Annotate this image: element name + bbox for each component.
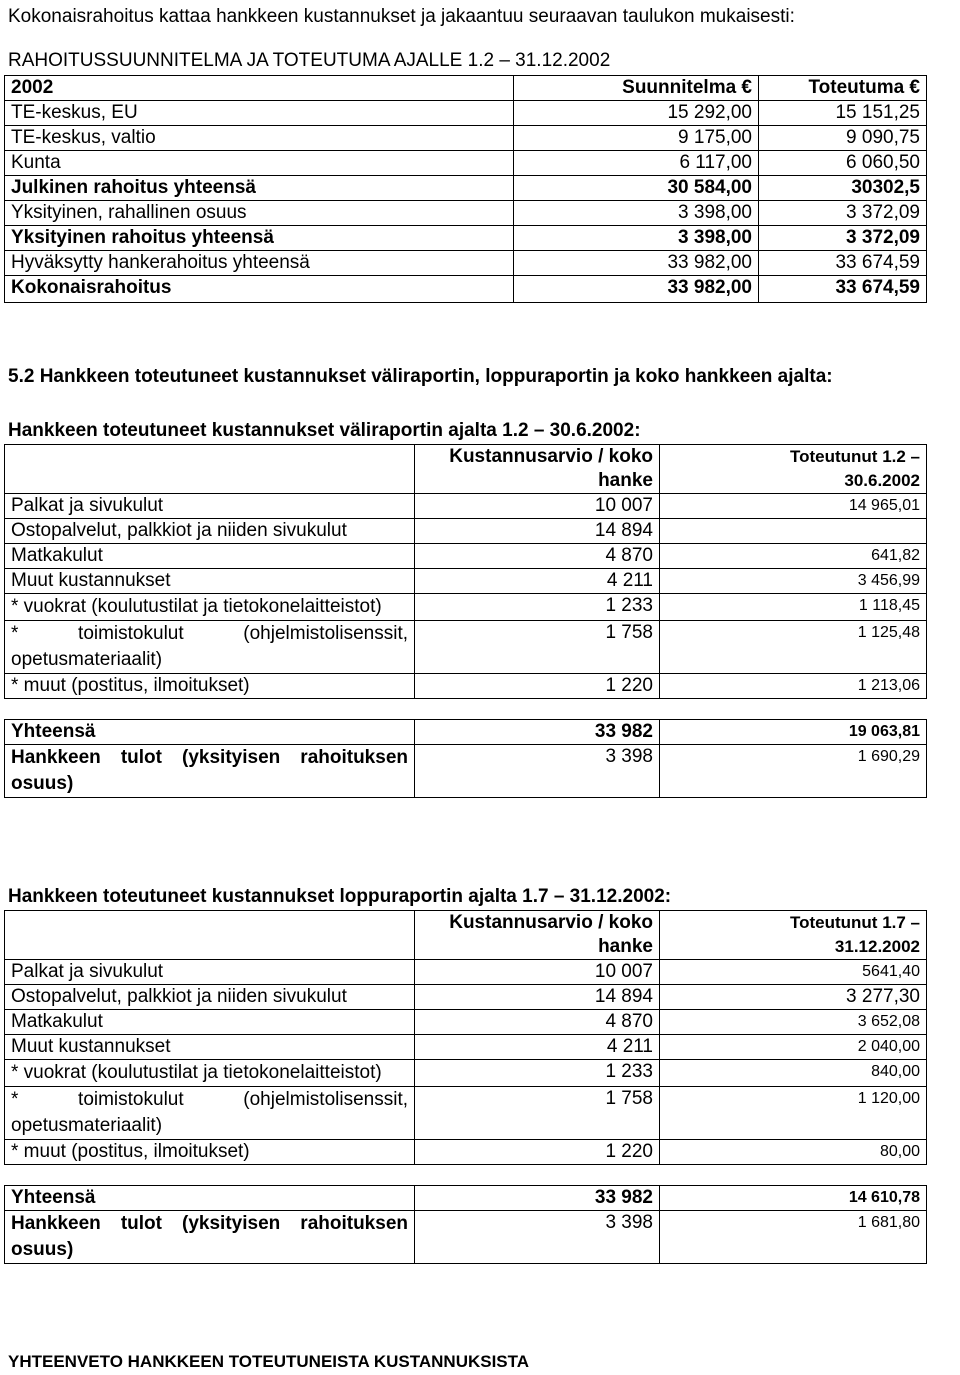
- funding-row: [5, 176, 927, 201]
- funding-plan: 3 398,00: [514, 201, 759, 226]
- interim-total-row: [5, 720, 927, 745]
- final-label: * toimistokulut (ohjelmistolisenssit, opetusmateriaalit): [5, 1087, 415, 1140]
- interim-estimate: 1 220: [415, 674, 660, 699]
- funding-header-plan: Suunnitelma €: [514, 76, 759, 101]
- funding-label: Kokonaisrahoitus: [5, 276, 514, 303]
- final-row: [5, 1035, 927, 1060]
- interim-row: [5, 544, 927, 569]
- final-row: [5, 1140, 927, 1165]
- final-cost-table: [4, 910, 927, 1264]
- interim-actual: 1 213,06: [660, 674, 927, 699]
- interim-income-actual: 1 690,29: [660, 745, 927, 798]
- interim-total-estimate: 33 982: [415, 720, 660, 745]
- funding-plan: 33 982,00: [514, 276, 759, 303]
- funding-label: Yksityinen, rahallinen osuus: [5, 201, 514, 226]
- final-actual: 3 277,30: [660, 985, 927, 1010]
- final-label: Matkakulut: [5, 1010, 415, 1035]
- funding-row: [5, 101, 927, 126]
- interim-header-actual: [660, 445, 927, 494]
- final-spacer-row: [5, 1165, 927, 1186]
- interim-row: [5, 569, 927, 594]
- funding-row: [5, 276, 927, 303]
- funding-plan: 30 584,00: [514, 176, 759, 201]
- final-total-estimate: 33 982: [415, 1186, 660, 1211]
- interim-total-actual: 19 063,81: [660, 720, 927, 745]
- final-income-actual: 1 681,80: [660, 1211, 927, 1264]
- summary-heading: YHTEENVETO HANKKEEN TOTEUTUNEISTA KUSTANNUKSISTA: [8, 1352, 530, 1371]
- interim-label: * toimistokulut (ohjelmistolisenssit, opetusmateriaalit): [5, 621, 415, 674]
- final-estimate: 1 220: [415, 1140, 660, 1165]
- final-income-estimate: 3 398: [415, 1211, 660, 1264]
- interim-row: [5, 594, 927, 621]
- interim-label: Palkat ja sivukulut: [5, 494, 415, 519]
- final-actual: 3 652,08: [660, 1010, 927, 1035]
- interim-cost-table: [4, 444, 927, 798]
- final-header-actual: [660, 911, 927, 960]
- funding-label: TE-keskus, EU: [5, 101, 514, 126]
- funding-actual: 6 060,50: [759, 151, 927, 176]
- interim-heading: Hankkeen toteutuneet kustannukset väliraportin ajalta 1.2 – 30.6.2002:: [8, 420, 641, 441]
- interim-row: [5, 494, 927, 519]
- interim-actual: 641,82: [660, 544, 927, 569]
- funding-plan: 6 117,00: [514, 151, 759, 176]
- interim-total-label: Yhteensä: [5, 720, 415, 745]
- final-row: [5, 1010, 927, 1035]
- final-header-estimate: Kustannusarvio / koko hanke: [415, 911, 660, 960]
- interim-label: * vuokrat (koulutustilat ja tietokonelaitteistot): [5, 594, 415, 621]
- funding-header-year: 2002: [5, 76, 514, 101]
- final-actual: 840,00: [660, 1060, 927, 1087]
- interim-estimate: 4 870: [415, 544, 660, 569]
- final-heading: Hankkeen toteutuneet kustannukset loppuraportin ajalta 1.7 – 31.12.2002:: [8, 886, 672, 907]
- section-title: 5.2 Hankkeen toteutuneet kustannukset väliraportin, loppuraportin ja koko hankkeen ajalta:: [8, 366, 833, 387]
- interim-income-row: [5, 745, 927, 798]
- final-estimate: 10 007: [415, 960, 660, 985]
- interim-income-estimate: 3 398: [415, 745, 660, 798]
- final-header-row: [5, 911, 927, 960]
- interim-estimate: 14 894: [415, 519, 660, 544]
- interim-income-label: Hankkeen tulot (yksityisen rahoituksen osuus): [5, 745, 415, 798]
- final-total-row: [5, 1186, 927, 1211]
- final-row: [5, 1060, 927, 1087]
- funding-label: Julkinen rahoitus yhteensä: [5, 176, 514, 201]
- final-actual: 2 040,00: [660, 1035, 927, 1060]
- final-label: Ostopalvelut, palkkiot ja niiden sivukulut: [5, 985, 415, 1010]
- interim-header-actual-text: Toteutunut 1.2 – 30.6.2002: [789, 447, 920, 490]
- funding-actual: 15 151,25: [759, 101, 927, 126]
- final-label: Muut kustannukset: [5, 1035, 415, 1060]
- interim-spacer-row: [5, 699, 927, 720]
- final-total-actual: 14 610,78: [660, 1186, 927, 1211]
- final-header-actual-text: Toteutunut 1.7 – 31.12.2002: [789, 913, 920, 956]
- funding-plan: 9 175,00: [514, 126, 759, 151]
- final-actual: 1 120,00: [660, 1087, 927, 1140]
- interim-actual: 1 125,48: [660, 621, 927, 674]
- funding-plan: 3 398,00: [514, 226, 759, 251]
- interim-estimate: 1 233: [415, 594, 660, 621]
- interim-label: Ostopalvelut, palkkiot ja niiden sivukulut: [5, 519, 415, 544]
- interim-label: Muut kustannukset: [5, 569, 415, 594]
- funding-actual: 3 372,09: [759, 201, 927, 226]
- final-row: [5, 1087, 927, 1140]
- interim-estimate: 4 211: [415, 569, 660, 594]
- interim-row: [5, 621, 927, 674]
- intro-text: Kokonaisrahoitus kattaa hankkeen kustannukset ja jakaantuu seuraavan taulukon mukaisesti:: [8, 6, 795, 27]
- final-estimate: 14 894: [415, 985, 660, 1010]
- funding-actual: 30302,5: [759, 176, 927, 201]
- final-income-row: [5, 1211, 927, 1264]
- funding-header-actual: Toteutuma €: [759, 76, 927, 101]
- plan-heading: RAHOITUSSUUNNITELMA JA TOTEUTUMA AJALLE 1.2 – 31.12.2002: [8, 50, 611, 71]
- final-actual: 5641,40: [660, 960, 927, 985]
- interim-row: [5, 674, 927, 699]
- funding-plan: 15 292,00: [514, 101, 759, 126]
- funding-actual: 33 674,59: [759, 276, 927, 303]
- funding-row: [5, 126, 927, 151]
- final-estimate: 4 870: [415, 1010, 660, 1035]
- final-total-label: Yhteensä: [5, 1186, 415, 1211]
- funding-row: [5, 251, 927, 276]
- funding-header-row: [5, 76, 927, 101]
- interim-label: Matkakulut: [5, 544, 415, 569]
- funding-actual: 3 372,09: [759, 226, 927, 251]
- final-label: Palkat ja sivukulut: [5, 960, 415, 985]
- funding-label: Hyväksytty hankerahoitus yhteensä: [5, 251, 514, 276]
- interim-header-estimate: Kustannusarvio / koko hanke: [415, 445, 660, 494]
- final-row: [5, 960, 927, 985]
- interim-actual: 1 118,45: [660, 594, 927, 621]
- final-income-label: Hankkeen tulot (yksityisen rahoituksen osuus): [5, 1211, 415, 1264]
- final-estimate: 1 233: [415, 1060, 660, 1087]
- interim-actual: [660, 519, 927, 544]
- interim-header-row: [5, 445, 927, 494]
- funding-label: Yksityinen rahoitus yhteensä: [5, 226, 514, 251]
- funding-label: TE-keskus, valtio: [5, 126, 514, 151]
- interim-row: [5, 519, 927, 544]
- final-label: * muut (postitus, ilmoitukset): [5, 1140, 415, 1165]
- final-estimate: 1 758: [415, 1087, 660, 1140]
- interim-actual: 3 456,99: [660, 569, 927, 594]
- interim-estimate: 10 007: [415, 494, 660, 519]
- funding-row: [5, 201, 927, 226]
- final-label: * vuokrat (koulutustilat ja tietokonelaitteistot): [5, 1060, 415, 1087]
- funding-row: [5, 226, 927, 251]
- funding-actual: 9 090,75: [759, 126, 927, 151]
- final-row: [5, 985, 927, 1010]
- interim-estimate: 1 758: [415, 621, 660, 674]
- funding-plan: 33 982,00: [514, 251, 759, 276]
- interim-actual: 14 965,01: [660, 494, 927, 519]
- interim-label: * muut (postitus, ilmoitukset): [5, 674, 415, 699]
- final-actual: 80,00: [660, 1140, 927, 1165]
- funding-table: [4, 75, 927, 303]
- funding-actual: 33 674,59: [759, 251, 927, 276]
- funding-row: [5, 151, 927, 176]
- funding-label: Kunta: [5, 151, 514, 176]
- final-estimate: 4 211: [415, 1035, 660, 1060]
